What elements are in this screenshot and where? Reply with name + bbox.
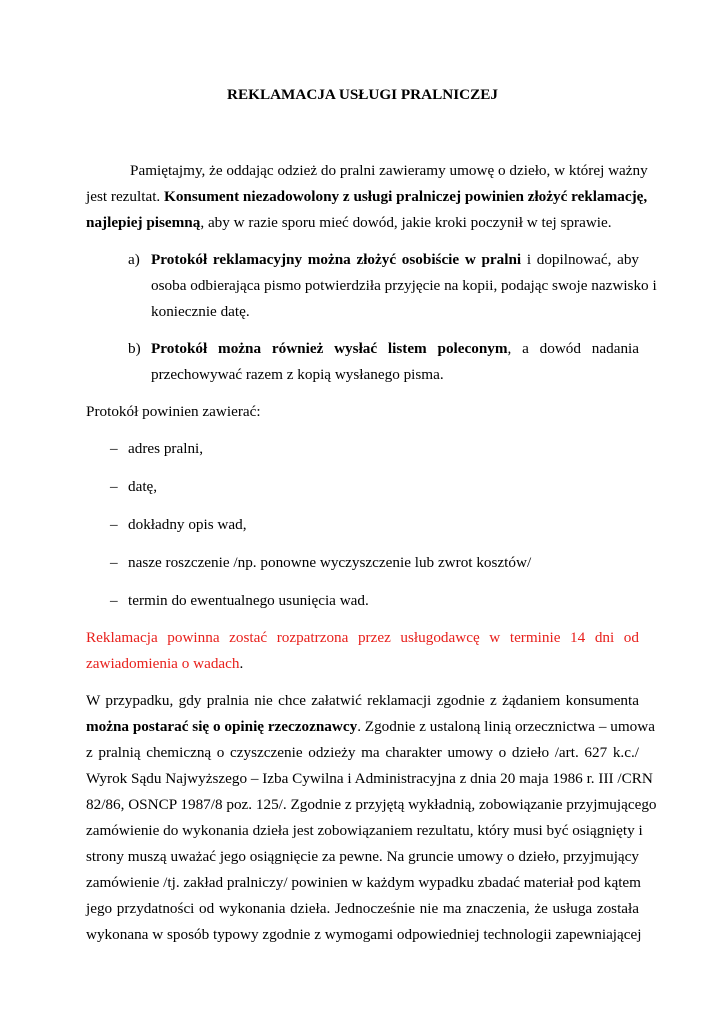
expert-line-6: zamówienie do wykonania dzieła jest zobowiązaniem rezultatu, który musi być osiągnięty i [86, 822, 643, 839]
contents-heading: Protokół powinien zawierać: [86, 403, 261, 420]
list-a-bold: Protokół reklamacyjny można złożyć osobiście w pralni [151, 251, 522, 268]
expert-line-9: jego przydatności od wykonania dzieła. Jednocześnie nie ma znaczenia, że usługa została [86, 900, 639, 917]
expert-line-8: zamówienie /tj. zakład pralniczy/ powinien w każdym wypadku zbadać materiał pod kątem [86, 874, 641, 891]
expert-line-7: strony muszą uważać jego osiągnięcie za pewne. Na gruncie umowy o dzieło, przyjmujący [86, 848, 639, 865]
list-item: nasze roszczenie /np. ponowne wyczyszczenie lub zwrot kosztów/ [128, 554, 532, 571]
list-b-line-1: Protokół można również wysłać listem poleconym, a dowód nadania [151, 340, 640, 357]
dash-icon: – [110, 592, 118, 609]
dash-icon: – [110, 478, 118, 495]
list-a-line-3: koniecznie datę. [151, 303, 250, 320]
dash-icon: – [110, 440, 118, 457]
expert-line-4: Wyrok Sądu Najwyższego – Izba Cywilna i Administracyjna z dnia 20 maja 1986 r. III /CRN [86, 770, 653, 787]
deadline-line-1: Reklamacja powinna zostać rozpatrzona przez usługodawcę w terminie 14 dni od [86, 629, 639, 646]
intro-line-2: jest rezultat. Konsument niezadowolony z usługi pralniczej powinien złożyć reklamację, [86, 188, 648, 205]
expert-bold: można postarać się o opinię rzeczoznawcy [86, 718, 358, 735]
intro-line-3: najlepiej pisemną, aby w razie sporu mieć dowód, jakie kroki poczynił w tej sprawie. [86, 214, 612, 231]
expert-line-5: 82/86, OSNCP 1987/8 poz. 125/. Zgodnie z przyjętą wykładnią, zobowiązanie przyjmującego [86, 796, 657, 813]
expert-line-10: wykonana w sposób typowy zgodnie z wymogami odpowiedniej technologii zapewniającej [86, 926, 642, 943]
list-item: adres pralni, [128, 440, 204, 457]
intro-bold-2: najlepiej pisemną [86, 214, 201, 231]
deadline-line-2: zawiadomienia o wadach. [86, 655, 244, 672]
list-b-marker: b) [128, 340, 141, 357]
dash-icon: – [110, 554, 118, 571]
list-item: dokładny opis wad, [128, 516, 247, 533]
intro-bold-1: Konsument niezadowolony z usługi pralniczej powinien złożyć reklamację, [164, 188, 648, 205]
expert-line-2: można postarać się o opinię rzeczoznawcy. Zgodnie z ustaloną linią orzecznictwa – umowa [86, 718, 655, 735]
list-a-marker: a) [128, 251, 140, 268]
list-b-line-2: przechowywać razem z kopią wysłanego pisma. [151, 366, 444, 383]
intro-line-1: Pamiętajmy, że oddając odzież do pralni zawieramy umowę o dzieło, w której ważny [130, 162, 648, 179]
list-a-line-2: osoba odbierająca pismo potwierdziła przyjęcie na kopii, podając swoje nazwisko i [151, 277, 657, 294]
list-a-line-1: Protokół reklamacyjny można złożyć osobiście w pralni i dopilnować, aby [151, 251, 640, 268]
list-b-bold: Protokół można również wysłać listem poleconym [151, 340, 508, 357]
dash-icon: – [110, 516, 118, 533]
expert-line-1: W przypadku, gdy pralnia nie chce załatwić reklamacji zgodnie z żądaniem konsumenta [86, 692, 639, 709]
list-item: datę, [128, 478, 158, 495]
page-title: REKLAMACJA USŁUGI PRALNICZEJ [227, 86, 498, 103]
list-item: termin do ewentualnego usunięcia wad. [128, 592, 369, 609]
expert-line-3: z pralnią chemiczną o czyszczenie odzieży ma charakter umowy o dzieło /art. 627 k.c./ [86, 744, 639, 761]
